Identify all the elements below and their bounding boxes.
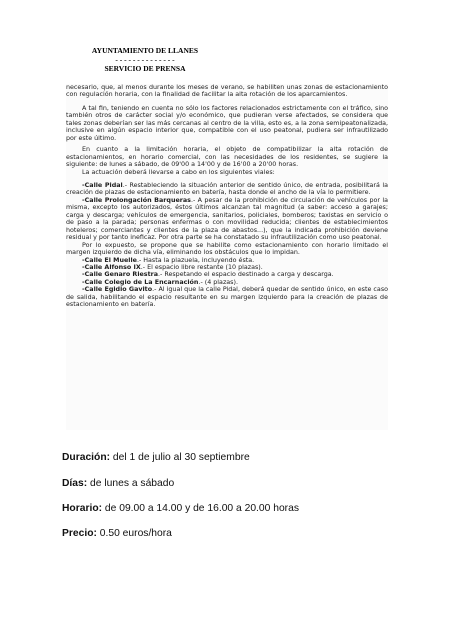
fact-value: del 1 de julio al 30 septiembre bbox=[110, 452, 250, 463]
header-org: AYUNTAMIENTO DE LLANES bbox=[91, 46, 199, 55]
fact-duracion bbox=[62, 452, 250, 463]
street-text: .- (4 plazas). bbox=[198, 278, 238, 286]
fact-value: 0.50 euros/hora bbox=[96, 528, 172, 539]
street-name: -Calle El Muelle bbox=[82, 256, 137, 264]
paragraph-intro: necesario, que, al menos durante los meses de verano, se habiliten unas zonas de estacionamiento con regulación horaria, con la finalidad de facilitar la alta rotación de los aparcamientos. bbox=[66, 84, 388, 99]
street-name: -Calle Egidio Gavito bbox=[82, 286, 153, 294]
street-item-barqueras bbox=[66, 197, 388, 242]
street-item-riestra bbox=[66, 271, 388, 278]
street-item-pidal bbox=[66, 182, 388, 197]
fact-label: Duración: bbox=[62, 452, 111, 463]
fact-label: Precio: bbox=[62, 528, 97, 539]
street-text: .- Hasta la plazuela, incluyendo ésta. bbox=[136, 256, 255, 264]
header-divider: - - - - - - - - - - - - - - bbox=[115, 55, 175, 64]
fact-value: de lunes a sábado bbox=[87, 478, 175, 489]
street-name: -Calle Colegio de La Encarnación bbox=[82, 278, 199, 286]
street-text: .- Al igual que la calle Pidal, deberá quedar de sentido único, en este caso de salida, habilitando el espacio resultante en su margen izquierdo para la creación de plazas de estacionamiento en batería. bbox=[66, 286, 388, 309]
street-name: -Calle Genaro Riestra bbox=[82, 271, 159, 279]
header-department: SERVICIO DE PRENSA bbox=[104, 64, 186, 73]
fact-label: Horario: bbox=[62, 503, 103, 514]
paragraph-proposal: Por lo expuesto, se propone que se habilite como estacionamiento con horario limitado el margen izquierdo de dicha vía, eliminando los obstáculos que lo impidan. bbox=[66, 241, 388, 257]
fact-horario bbox=[62, 503, 299, 514]
scanned-text-block bbox=[66, 84, 388, 430]
paragraph-schedule: En cuanto a la limitación horaria, el objeto de compatibilizar la alta rotación de estacionamientos, en horario comercial, con las necesidades de los residentes, se sugiere la siguiente: de lunes a sábado, de 09'00 a 14'00 y de 16'00 a 20'00 horas. bbox=[66, 146, 388, 169]
street-text: .- Respetando el espacio destinado a carga y descarga. bbox=[158, 271, 334, 279]
street-name: -Calle Pidal bbox=[82, 181, 123, 189]
street-text: .- Restableciendo la situación anterior de sentido único, de entrada, posibilitará la creación de plazas de estacionamiento en batería, hasta donde el ancho de la vía lo permitiere. bbox=[66, 181, 388, 197]
fact-precio bbox=[62, 528, 172, 539]
street-text: .- A pesar de la prohibición de circulación de vehículos por la misma, excepto los autorizados, éstos últimos alcanzan tal magnitud (a saber: acceso a garajes; carga y descarga; vehículos de emergencia, sanitarios, policiales, bomberos; taxistas en servicio o de paso a la parada; personas enfermas o con movilidad reducida; clientes de establecimientos hoteleros; comerciantes y clientes de la plaza de abastos...), que la indicada prohibición deviene residual y por tanto ineficaz. Por otra parte se ha constatado su infrautilización como uso peatonal. bbox=[66, 196, 388, 242]
paragraph-streets-intro: La actuación deberá llevarse a cabo en los siguientes viales: bbox=[82, 168, 275, 176]
street-text: .- El espacio libre restante (10 plazas). bbox=[140, 263, 263, 271]
street-name: -Calle Alfonso IX bbox=[82, 263, 141, 271]
street-item-muelle bbox=[66, 257, 388, 264]
fact-value: de 09.00 a 14.00 y de 16.00 a 20.00 horas bbox=[102, 503, 299, 514]
press-header bbox=[80, 46, 210, 73]
fact-label: Días: bbox=[62, 478, 88, 489]
street-item-gavito bbox=[66, 286, 388, 308]
street-item-alfonso bbox=[66, 264, 388, 271]
paragraph-criteria: A tal fin, teniendo en cuenta no sólo los factores relacionados estrictamente con el tráfico, sino también otros de carácter social y/o económico, que pudieran verse afectados, se considera que tales zonas deberían ser las más cercanas al centro de la villa, esto es, a la zona semipeatonalizada, inclusive en algún espacio interior que, compatible con el uso peatonal, pudiera ser infrautilizado por este último. bbox=[66, 104, 388, 142]
street-name: -Calle Prolongación Barqueras bbox=[82, 196, 191, 204]
fact-dias bbox=[62, 478, 174, 489]
